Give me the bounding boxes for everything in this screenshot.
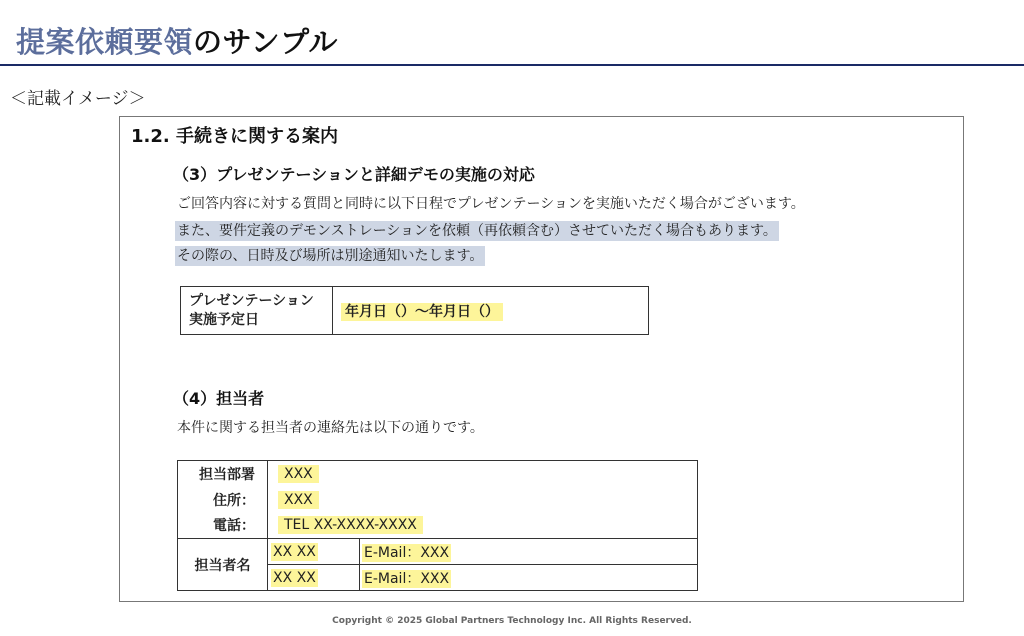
address-label: 住所： (178, 487, 268, 513)
slide-title (16, 20, 338, 61)
phone-label: 電話： (178, 513, 268, 539)
section-heading: 1.2. 手続きに関する案内 (131, 126, 338, 147)
copyright-footer: Copyright © 2025 Global Partners Technology Inc. All Rights Reserved. (332, 616, 692, 626)
phone-value: TEL XX-XXXX-XXXX (278, 516, 423, 534)
phone-cell (268, 513, 698, 539)
person-label: 担当者名 (178, 539, 268, 591)
person-2-name-cell (268, 565, 360, 591)
dept-value: XXX (278, 465, 319, 483)
person-2-name: XX XX (273, 569, 316, 586)
address-cell (268, 487, 698, 513)
subsection-4-heading: （4）担当者 (173, 389, 265, 408)
dept-label: 担当部署 (178, 461, 268, 487)
person-1-name-cell (268, 539, 360, 565)
presentation-date-label-line2: 実施予定日 (189, 311, 259, 328)
person-2-email-cell (360, 565, 698, 591)
slide-title-accent: 提案依頼要領 (16, 25, 194, 59)
subsection-3-heading: （3）プレゼンテーションと詳細デモの実施の対応 (173, 165, 535, 184)
presentation-date-label-line1: プレゼンテーション (189, 292, 314, 309)
sub3-paragraph-line1: ご回答内容に対する質問と同時に以下日程でプレゼンテーションを実施いただく場合がございます。 (177, 196, 805, 212)
dept-cell (268, 461, 698, 487)
address-value: XXX (278, 491, 319, 509)
person-1-email-cell (360, 539, 698, 565)
sub3-line2-highlight: また、要件定義のデモンストレーションを依頼（再依頼含む）させていただく場合もあります。 (177, 223, 777, 239)
sub3-paragraph-line2 (175, 220, 779, 240)
sub3-line3-highlight: その際の、日時及び場所は別途通知いたします。 (177, 248, 484, 264)
sub3-paragraph-line3 (175, 245, 485, 265)
presentation-date-label (181, 287, 333, 335)
presentation-date-value: 年月日（）～年月日（） (341, 303, 503, 321)
presentation-date-cell (333, 287, 649, 335)
person-1-name: XX XX (273, 543, 316, 560)
presentation-date-table (180, 286, 649, 335)
image-label: ＜記載イメージ＞ (10, 89, 146, 109)
title-divider (0, 64, 1024, 66)
person-2-email: E-Mail：XXX (364, 570, 450, 587)
contact-table (177, 460, 698, 591)
person-1-email: E-Mail：XXX (364, 544, 450, 561)
slide-title-rest: のサンプル (193, 25, 338, 59)
sub4-paragraph-line1: 本件に関する担当者の連絡先は以下の通りです。 (177, 420, 484, 436)
